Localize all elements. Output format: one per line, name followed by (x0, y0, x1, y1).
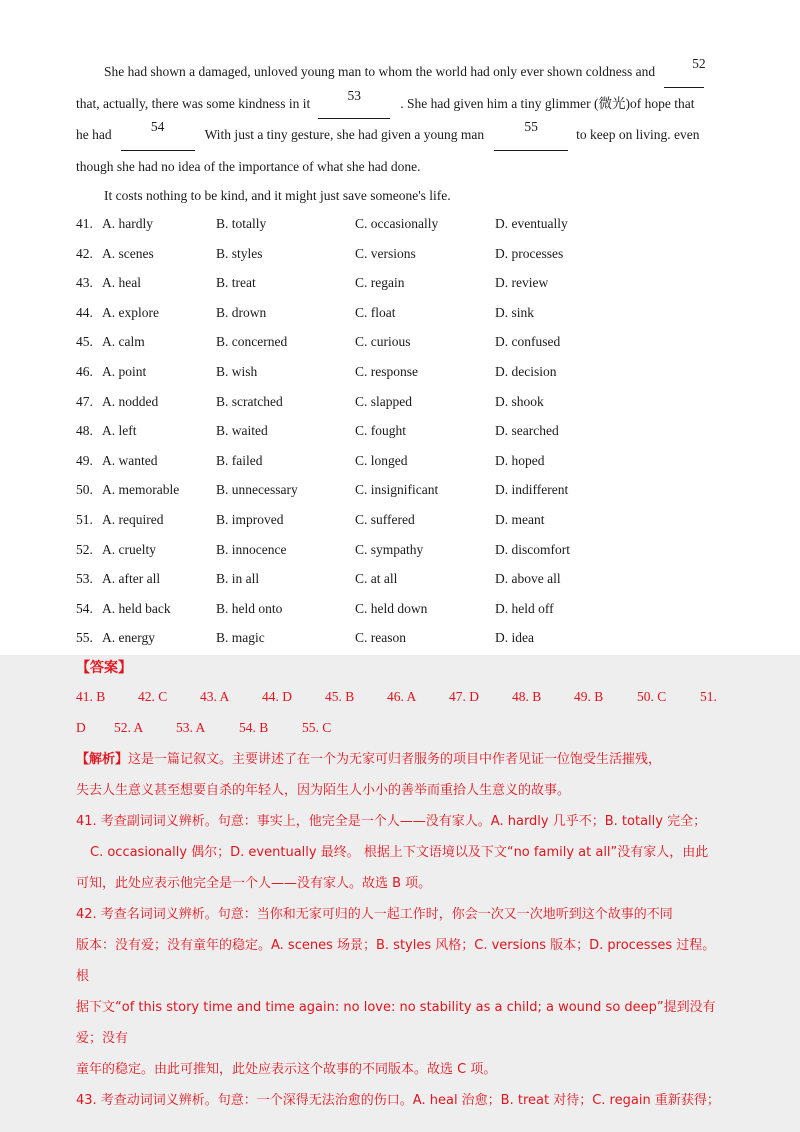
answer-item: 54. B (239, 720, 269, 735)
blank-53: 53 (318, 88, 390, 120)
answer-item: 49. B (574, 689, 604, 704)
option-b: B. treat (216, 275, 256, 291)
question-number: 48. (76, 423, 93, 439)
question-number: 53. (76, 571, 93, 587)
option-row (76, 268, 726, 298)
option-row (76, 623, 726, 653)
option-c: C. versions (355, 245, 416, 261)
option-a: A. nodded (102, 393, 159, 409)
option-d: D. sink (495, 304, 535, 320)
blank-54: 54 (121, 119, 195, 151)
analysis-q41-line-3: 可知，此处应表示他完全是一个人——没有家人。故选 B 项。 (76, 876, 432, 891)
option-a: A. heal (102, 275, 141, 291)
option-b: B. held onto (216, 600, 283, 616)
option-b: B. innocence (216, 541, 287, 557)
answer-item: 46. A (387, 689, 417, 704)
option-a: A. point (102, 363, 147, 379)
analysis-intro-2: 失去人生意义甚至想要自杀的年轻人，因为陌生人小小的善举而重拾人生意义的故事。 (76, 783, 571, 798)
option-c: C. at all (355, 571, 398, 587)
option-c: C. response (355, 363, 418, 379)
option-row (76, 357, 726, 387)
option-row (76, 209, 726, 239)
option-row (76, 387, 726, 417)
answer-item: 45. B (325, 689, 355, 704)
option-row (76, 446, 726, 476)
option-row (76, 416, 726, 446)
option-b: B. scratched (216, 393, 283, 409)
option-b: B. concerned (216, 334, 288, 350)
analysis-q42-line-4: 童年的稳定。由此可推知，此处应表示这个故事的不同版本。故选 C 项。 (76, 1062, 497, 1077)
question-number: 55. (76, 630, 93, 646)
question-number: 43. (76, 275, 93, 291)
option-b: B. in all (216, 571, 260, 587)
question-number: 45. (76, 334, 93, 350)
option-c: C. longed (355, 452, 408, 468)
option-b: B. improved (216, 511, 284, 527)
answer-item: 50. C (637, 689, 667, 704)
passage-line-3: he had 54 With just a tiny gesture, she had given a young man 55 to keep on living. even (76, 119, 726, 151)
option-d: D. processes (495, 245, 564, 261)
option-row (76, 505, 726, 535)
option-d: D. idea (495, 630, 534, 646)
answer-item: D (76, 720, 86, 735)
question-number: 50. (76, 482, 93, 498)
passage-line-4: though she had no idea of the importance of what she had done. (76, 158, 421, 174)
option-a: A. scenes (102, 245, 154, 261)
answer-item: 42. C (138, 689, 168, 704)
analysis-q42-line-2: 版本：没有爱；没有童年的稳定。A. scenes 场景；B. styles 风格；C. versions 版本；D. processes 过程。根 (76, 938, 716, 984)
option-d: D. meant (495, 511, 545, 527)
option-c: C. slapped (355, 393, 412, 409)
answer-item: 47. D (449, 689, 479, 704)
blank-55: 55 (494, 119, 568, 151)
question-number: 46. (76, 363, 93, 379)
option-a: A. memorable (102, 482, 180, 498)
analysis (76, 744, 728, 1116)
question-number: 49. (76, 452, 93, 468)
option-d: D. hoped (495, 452, 545, 468)
question-number: 51. (76, 511, 93, 527)
option-d: D. confused (495, 334, 561, 350)
option-d: D. above all (495, 571, 561, 587)
analysis-q41-line-1: 41. 考查副词词义辨析。句意：事实上，他完全是一个人——没有家人。A. hardly 几乎不；B. totally 完全； (76, 814, 707, 829)
option-c: C. insignificant (355, 482, 439, 498)
answers-row-1 (76, 689, 726, 709)
passage (76, 56, 726, 210)
option-a: A. required (102, 511, 164, 527)
option-row (76, 475, 726, 505)
option-b: B. wish (216, 363, 258, 379)
option-b: B. totally (216, 216, 267, 231)
option-d: D. eventually (495, 216, 568, 231)
option-c: C. occasionally (355, 216, 439, 231)
option-c: C. held down (355, 600, 428, 616)
option-a: A. energy (102, 630, 155, 646)
question-number: 41. (76, 216, 93, 231)
option-d: D. decision (495, 363, 557, 379)
option-row (76, 564, 726, 594)
option-row (76, 298, 726, 328)
option-row (76, 327, 726, 357)
option-a: A. held back (102, 600, 171, 616)
answer-item: 53. A (176, 720, 206, 735)
analysis-label: 【解析】 (76, 752, 129, 767)
option-b: B. magic (216, 630, 265, 646)
option-b: B. drown (216, 304, 267, 320)
option-row (76, 239, 726, 269)
option-a: A. calm (102, 334, 145, 350)
answer-item: 48. B (512, 689, 542, 704)
passage-line-2: that, actually, there was some kindness in it 53 . She had given him a tiny glimmer (微光)of hope that (76, 88, 726, 120)
options-list (76, 209, 726, 653)
option-b: B. failed (216, 452, 263, 468)
option-c: C. curious (355, 334, 411, 350)
analysis-q42-line-3: 据下文“of this story time and time again: no love: no stability as a child; a wound so deep”提到没有爱；没有 (76, 1000, 716, 1046)
passage-line-5: It costs nothing to be kind, and it might just save someone's life. (104, 188, 451, 203)
option-b: B. unnecessary (216, 482, 298, 498)
option-c: C. sympathy (355, 541, 424, 557)
answer-item: 55. C (302, 720, 332, 735)
option-c: C. suffered (355, 511, 415, 527)
question-number: 47. (76, 393, 93, 409)
answer-item: 43. A (200, 689, 230, 704)
question-number: 52. (76, 541, 93, 557)
option-a: A. after all (102, 571, 161, 587)
option-c: C. fought (355, 423, 407, 439)
analysis-intro: 【解析】这是一篇记叙文。主要讲述了在一个为无家可归者服务的项目中作者见证一位饱受生活摧残， (76, 752, 662, 767)
option-b: B. styles (216, 245, 263, 261)
analysis-q41-line-2: C. occasionally 偶尔；D. eventually 最终。 根据上下文语境以及下文“no family at all”没有家人，由此 (90, 845, 709, 860)
analysis-q42-line-1: 42. 考查名词词义辨析。句意：当你和无家可归的人一起工作时，你会一次又一次地听到这个故事的不同 (76, 907, 673, 922)
option-c: C. float (355, 304, 396, 320)
option-a: A. hardly (102, 216, 153, 231)
answer-item: 51. (700, 689, 717, 704)
answer-item: 41. B (76, 689, 106, 704)
option-a: A. wanted (102, 452, 158, 468)
question-number: 42. (76, 245, 93, 261)
option-a: A. explore (102, 304, 159, 320)
answer-item: 44. D (262, 689, 292, 704)
answer-label: 【答案】 (76, 660, 132, 676)
question-number: 54. (76, 600, 93, 616)
question-number: 44. (76, 304, 93, 320)
passage-line-1: She had shown a damaged, unloved young man to whom the world had only ever shown coldness and 52 (76, 56, 726, 88)
option-d: D. searched (495, 423, 559, 439)
answer-item: 52. A (114, 720, 144, 735)
analysis-q43-line-1: 43. 考查动词词义辨析。句意：一个深得无法治愈的伤口。A. heal 治愈；B. treat 对待；C. regain 重新获得； (76, 1093, 720, 1108)
option-b: B. waited (216, 423, 268, 439)
option-d: D. shook (495, 393, 544, 409)
option-d: D. discomfort (495, 541, 570, 557)
option-row (76, 535, 726, 565)
option-d: D. held off (495, 600, 554, 616)
option-c: C. regain (355, 275, 405, 291)
answers-row-2 (76, 720, 726, 740)
blank-52: 52 (664, 56, 704, 88)
option-d: D. review (495, 275, 549, 291)
option-a: A. cruelty (102, 541, 156, 557)
option-a: A. left (102, 423, 137, 439)
option-c: C. reason (355, 630, 406, 646)
option-d: D. indifferent (495, 482, 569, 498)
option-row (76, 594, 726, 624)
